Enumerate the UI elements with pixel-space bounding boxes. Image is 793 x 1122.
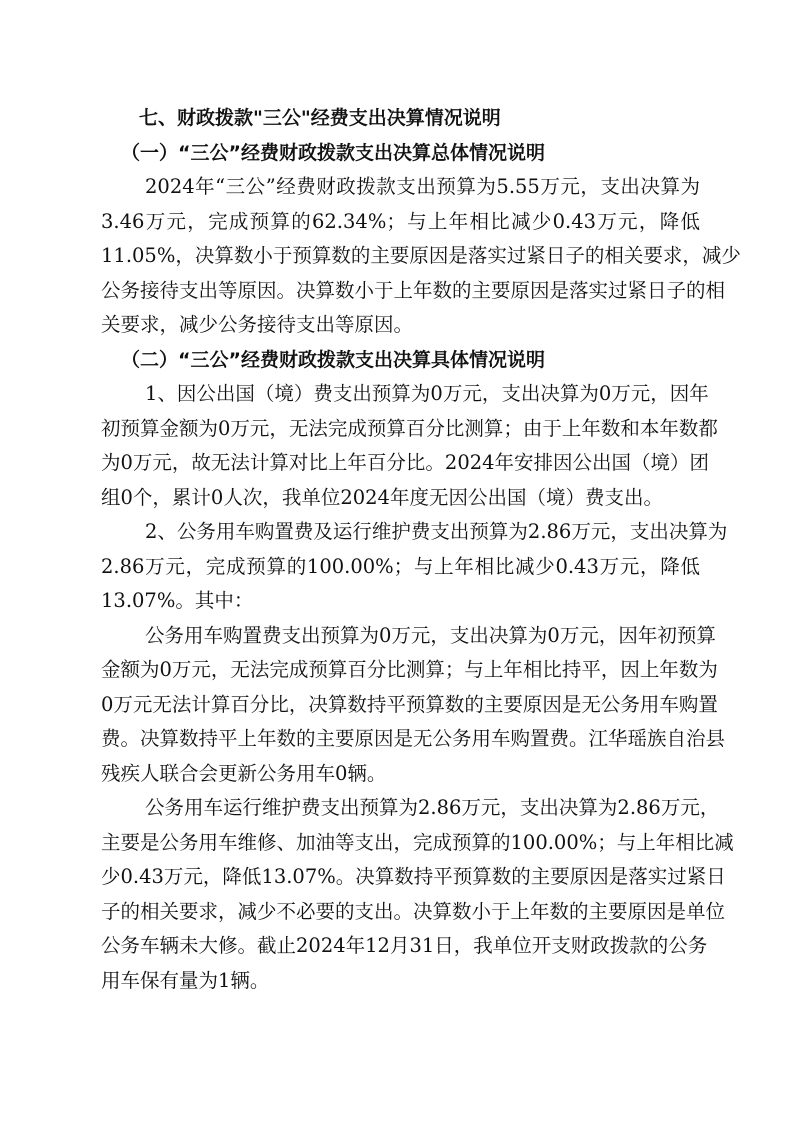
text-line: 组0个，累计0人次，我单位2024年度无因公出国（境）费支出。 [101,485,663,509]
text-line: 为0万元，故无法计算对比上年百分比。2024年安排因公出国（境）团 [101,451,710,474]
text-line: 初预算金额为0万元，无法完成预算百分比测算；由于上年数和本年数都 [101,416,718,440]
text-line: 3.46万元，完成预算的62.34%；与上年相比减少0.43万元，降低 [101,209,700,233]
text-line: 2、公务用车购置费及运行维护费支出预算为2.86万元，支出决算为 [145,520,728,543]
text-line: 少0.43万元，降低13.07%。决算数持平预算数的主要原因是落实过紧日 [101,865,726,888]
text-line: 11.05%，决算数小于预算数的主要原因是落实过紧日子的相关要求，减少 [101,244,741,267]
text-line: 2024年“三公”经费财政拨款支出预算为5.55万元，支出决算为 [145,175,700,198]
paragraph [101,377,718,515]
section-title: 七、财政拨款"三公"经费支出决算情况说明 [139,107,501,129]
text-line: 用车保有量为1辆。 [101,968,270,992]
text-line: 13.07%。其中： [101,589,254,612]
text-line: 公务用车购置费支出预算为0万元，支出决算为0万元，因年初预算 [145,623,716,647]
text-line: 关要求，减少公务接待支出等原因。 [101,313,414,336]
text-line: 公务车辆未大修。截止2024年12月31日，我单位开支财政拨款的公务 [101,934,708,957]
text-line: 1、因公出国（境）费支出预算为0万元，支出决算为0万元，因年 [145,382,709,405]
paragraph [101,515,728,619]
text-line: 0万元无法计算百分比，决算数持平预算数的主要原因是无公务用车购置 [101,692,718,716]
paragraph [101,791,734,998]
text-line: 金额为0万元，无法完成预算百分比测算；与上年相比持平，因上年数为 [101,658,718,681]
text-line: 2.86万元，完成预算的100.00%；与上年相比减少0.43万元，降低 [101,554,700,578]
subsection-title: （二）“三公”经费财政拨款支出决算具体情况说明 [121,348,545,371]
text-line: 残疾人联合会更新公务用车0辆。 [101,761,387,785]
text-line: 公务用车运行维护费支出预算为2.86万元，支出决算为2.86万元， [145,796,720,819]
text-line: 费。决算数持平上年数的主要原因是无公务用车购置费。江华瑶族自治县 [101,727,726,750]
subsection-title: （一）“三公”经费财政拨款支出决算总体情况说明 [121,141,545,164]
text-line: 公务接待支出等原因。决算数小于上年数的主要原因是落实过紧日子的相 [101,278,726,302]
document-page [101,101,741,998]
paragraph [101,170,741,343]
text-line: 子的相关要求，减少不必要的支出。决算数小于上年数的主要原因是单位 [101,899,726,923]
paragraph [101,619,726,792]
text-line: 主要是公务用车维修、加油等支出，完成预算的100.00%；与上年相比减 [101,830,734,854]
